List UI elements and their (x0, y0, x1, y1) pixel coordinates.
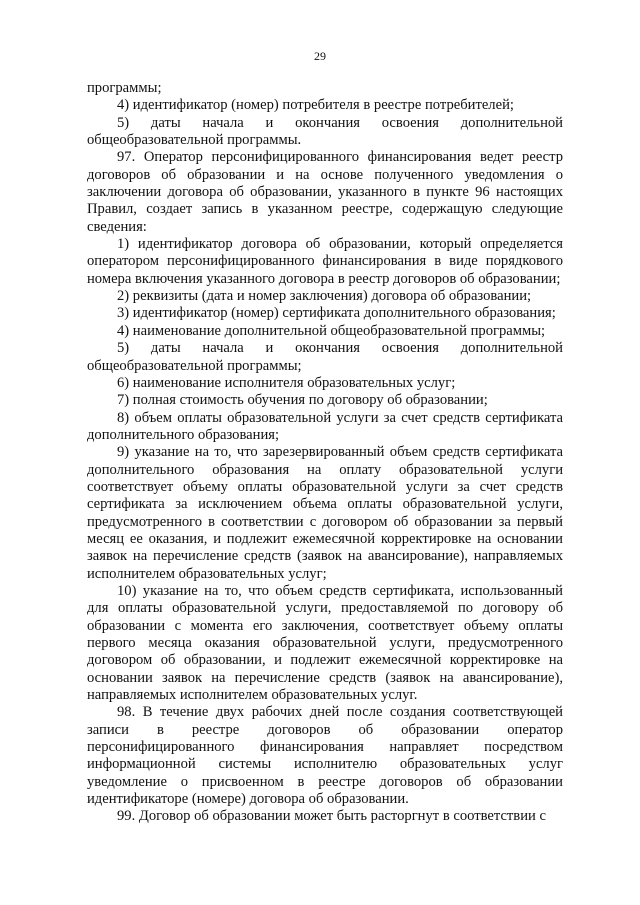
paragraph: 10) указание на то, что объем средств сертификата, использованный для оплаты образовательной услуги, предоставляемой по договору об образовании с момента его заключения, соответствует объему оплаты первого месяца оказания образовательной услуги, предусмотренного договором об образовании, и подлежит ежемесячной корректировке на основании заявок на перечисление средств (заявок на авансирование), направляемых исполнителем образовательных услуг. (87, 582, 563, 704)
paragraph: 3) идентификатор (номер) сертификата дополнительного образования; (117, 305, 556, 322)
paragraph: 5) даты начала и окончания освоения дополнительной общеобразовательной программы; (87, 340, 563, 374)
paragraph: 9) указание на то, что зарезервированный объем средств сертификата дополнительного образования на оплату образовательной услуги соответствует объему оплаты образовательной услуги за счет средств сертификата за исключением объема оплаты образовательной услуги, предусмотренного в соответствии с договором об образовании за первый месяц ее оказания, и подлежит ежемесячной корректировке на основании заявок на перечисление средств (заявок на авансирование), направляемых исполнителем образовательных услуг; (87, 444, 563, 582)
paragraph: 5) даты начала и окончания освоения дополнительной общеобразовательной программы. (87, 114, 563, 149)
paragraph: программы; (87, 80, 162, 96)
paragraph: 1) идентификатор договора об образовании, который определяется оператором персонифицированного финансирования в виде порядкового номера включения указанного договора в реестр договоров об образовании; (87, 236, 563, 287)
paragraph: 6) наименование исполнителя образовательных услуг; (117, 374, 456, 391)
paragraph: 7) полная стоимость обучения по договору об образовании; (117, 392, 488, 409)
paragraph: 8) объем оплаты образовательной услуги за счет средств сертификата дополнительного образования; (87, 409, 563, 443)
paragraph: 4) наименование дополнительной общеобразовательной программы; (117, 322, 546, 339)
paragraph: 4) идентификатор (номер) потребителя в реестре потребителей; (117, 97, 514, 114)
paragraph: 99. Договор об образовании может быть расторгнут в соответствии с (117, 808, 546, 825)
paragraph: 2) реквизиты (дата и номер заключения) договора об образовании; (117, 288, 532, 305)
page-number: 29 (314, 49, 326, 63)
document-body (87, 80, 563, 826)
paragraph: 98. В течение двух рабочих дней после создания соответствующей записи в реестре договоров об образовании оператор персонифицированного финансирования направляет посредством информационной системы исполнителю образовательных услуг уведомление о присвоенном в реестре договоров об образовании идентификаторе (номере) договора об образовании. (87, 704, 563, 808)
paragraph: 97. Оператор персонифицированного финансирования ведет реестр договоров об образовании и на основе полученного уведомления о заключении договора об образовании, указанного в пункте 96 настоящих Правил, создает запись в указанном реестре, содержащую следующие сведения: (87, 149, 563, 235)
